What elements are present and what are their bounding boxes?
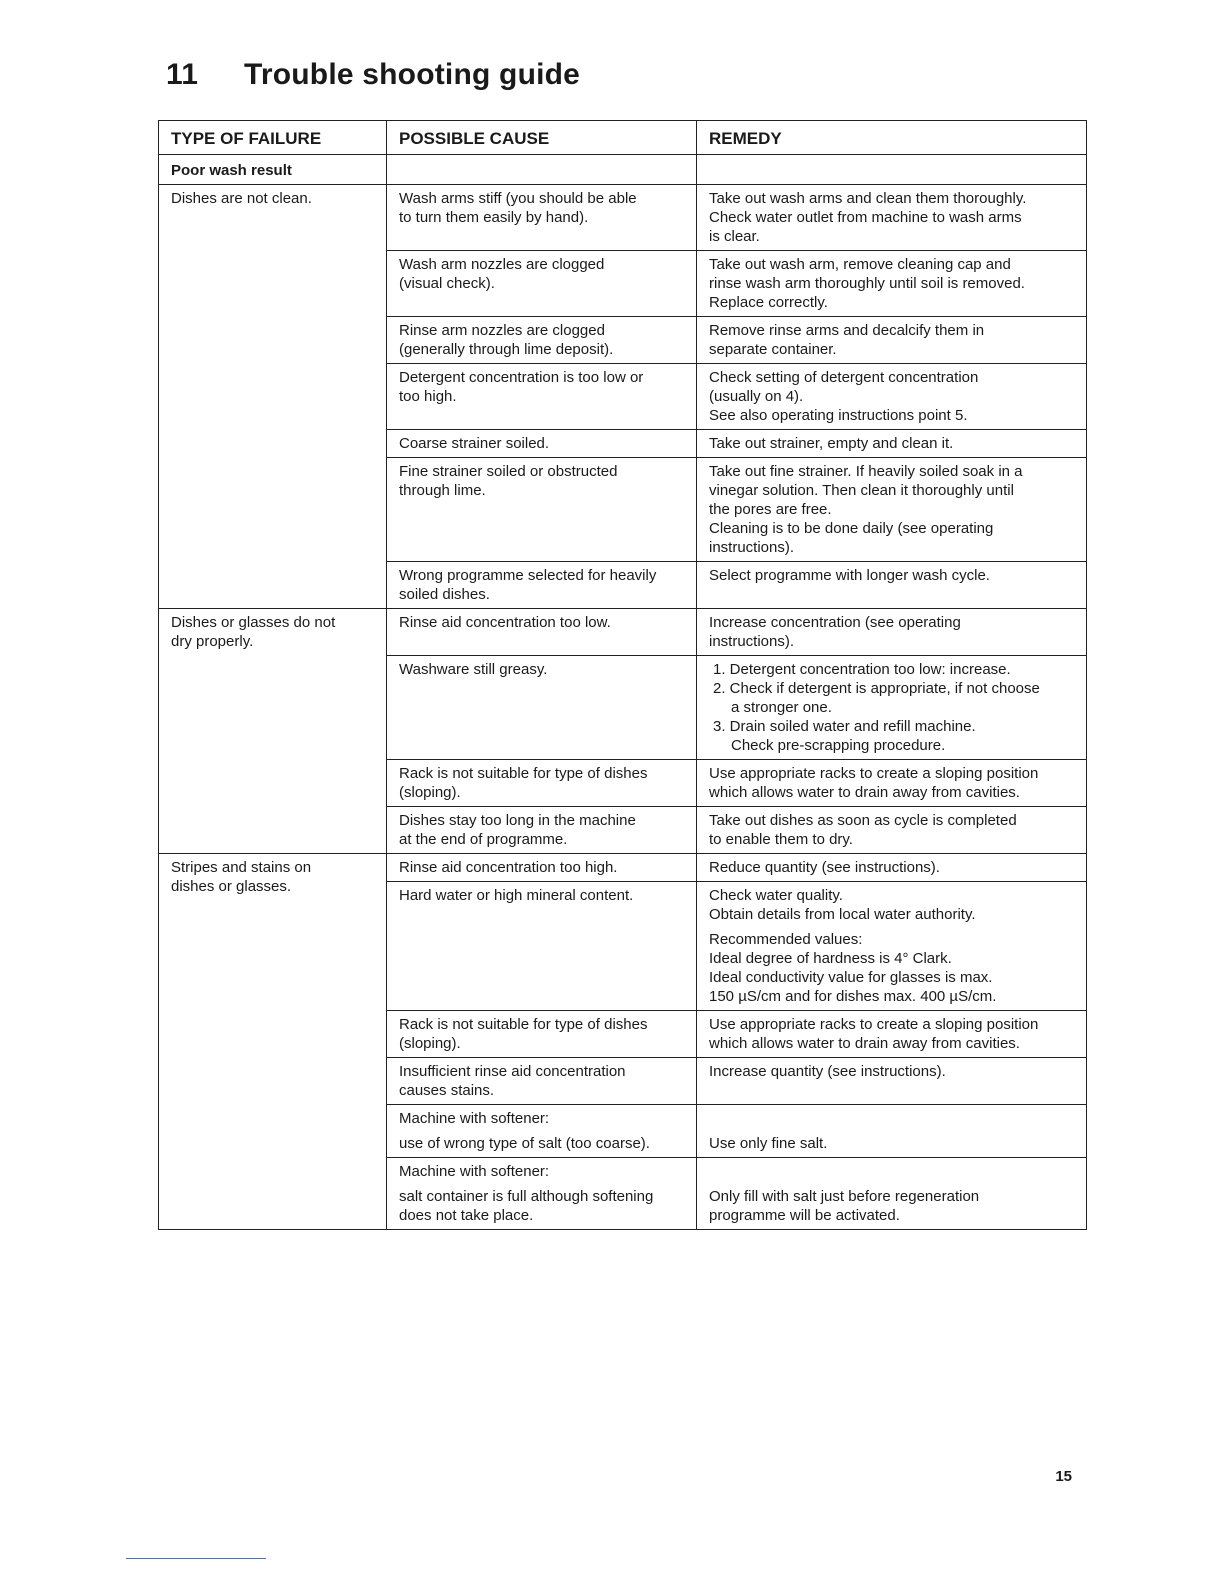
remedy-cell — [697, 609, 1087, 656]
cause-cell — [387, 1158, 697, 1230]
remedy-cell — [697, 1011, 1087, 1058]
cause-cell — [387, 364, 697, 430]
cause-text: Washware still greasy. — [399, 661, 548, 678]
remedy-text: Only fill with salt just before regeneration programme will be activated. — [709, 1188, 980, 1224]
remedy-cell — [697, 1158, 1087, 1230]
failure-cell — [159, 609, 387, 854]
empty-cell — [697, 155, 1087, 185]
table-row — [159, 609, 1087, 656]
cause-text: Wash arm nozzles are clogged (visual check). — [399, 256, 605, 292]
cause-text: use of wrong type of salt (too coarse). — [399, 1135, 650, 1152]
cause-text: Hard water or high mineral content. — [399, 887, 634, 904]
remedy-text: Take out wash arm, remove cleaning cap and rinse wash arm thoroughly until soil is removed. Replace correctly. — [709, 256, 1025, 311]
cause-text: Rinse aid concentration too low. — [399, 614, 611, 631]
remedy-text: Use appropriate racks to create a sloping position which allows water to drain away from cavities. — [709, 765, 1039, 801]
failure-text: Dishes or glasses do not dry properly. — [171, 614, 336, 650]
remedy-cell — [697, 807, 1087, 854]
cause-lead-text: Machine with softener: — [399, 1163, 550, 1180]
cause-cell — [387, 251, 697, 317]
cause-text: Detergent concentration is too low or too high. — [399, 369, 644, 405]
table-row — [159, 185, 1087, 251]
cause-text: Insufficient rinse aid concentration causes stains. — [399, 1063, 626, 1099]
cause-text: Fine strainer soiled or obstructed through lime. — [399, 463, 618, 499]
cause-cell — [387, 854, 697, 882]
remedy-cell — [697, 760, 1087, 807]
remedy-cell — [697, 185, 1087, 251]
section-label: Poor wash result — [159, 155, 387, 185]
cause-text: Dishes stay too long in the machine at the end of programme. — [399, 812, 636, 848]
remedy-text: Take out dishes as soon as cycle is completed to enable them to dry. — [709, 812, 1017, 848]
section-title: Trouble shooting guide — [244, 58, 581, 91]
cause-text: Coarse strainer soiled. — [399, 435, 550, 452]
remedy-text: Take out strainer, empty and clean it. — [709, 435, 954, 452]
header-possible-cause: POSSIBLE CAUSE — [387, 121, 697, 155]
cause-cell — [387, 1105, 697, 1158]
remedy-text: Select programme with longer wash cycle. — [709, 567, 990, 584]
failure-cell — [159, 854, 387, 1230]
section-heading — [166, 58, 580, 92]
cause-cell — [387, 458, 697, 562]
cause-cell — [387, 760, 697, 807]
remedy-cell — [697, 1058, 1087, 1105]
troubleshooting-table — [158, 120, 1087, 1230]
cause-cell — [387, 317, 697, 364]
cause-lead-text: Machine with softener: — [399, 1110, 550, 1127]
cause-cell — [387, 609, 697, 656]
cause-cell — [387, 185, 697, 251]
remedy-cell — [697, 656, 1087, 760]
cause-text: Rinse arm nozzles are clogged (generally through lime deposit). — [399, 322, 614, 358]
cause-text: Wrong programme selected for heavily soiled dishes. — [399, 567, 657, 603]
page-number: 15 — [1055, 1468, 1072, 1485]
remedy-text: Check water quality. Obtain details from local water authority. — [709, 887, 976, 923]
remedy-text: Use appropriate racks to create a sloping position which allows water to drain away from cavities. — [709, 1016, 1039, 1052]
remedy-list-item: 3. Drain soiled water and refill machine. Check pre-scrapping procedure. — [713, 718, 976, 754]
remedy-cell — [697, 458, 1087, 562]
footer-rule — [126, 1558, 266, 1559]
header-remedy: REMEDY — [697, 121, 1087, 155]
remedy-cell — [697, 430, 1087, 458]
cause-cell — [387, 807, 697, 854]
cause-cell — [387, 882, 697, 1011]
remedy-text: Increase quantity (see instructions). — [709, 1063, 946, 1080]
cause-cell — [387, 430, 697, 458]
remedy-list-item: 1. Detergent concentration too low: increase. — [713, 661, 1011, 678]
failure-cell — [159, 185, 387, 609]
section-number: 11 — [166, 58, 199, 91]
cause-text: salt container is full although softening does not take place. — [399, 1188, 654, 1224]
remedy-text: Check setting of detergent concentration (usually on 4). See also operating instructions point 5. — [709, 369, 979, 424]
failure-text: Dishes are not clean. — [171, 190, 312, 207]
remedy-text: Reduce quantity (see instructions). — [709, 859, 940, 876]
remedy-cell — [697, 1105, 1087, 1158]
remedy-cell — [697, 317, 1087, 364]
cause-text: Rack is not suitable for type of dishes (sloping). — [399, 1016, 648, 1052]
remedy-text: Take out fine strainer. If heavily soiled soak in a vinegar solution. Then clean it thoroughly until the pores are free. Cleaning is to be done daily (see operating instructions). — [709, 463, 1023, 556]
section-row — [159, 155, 1087, 185]
cause-cell — [387, 1011, 697, 1058]
remedy-text: Take out wash arms and clean them thoroughly. Check water outlet from machine to wash arms is clear. — [709, 190, 1027, 245]
table-header-row — [159, 121, 1087, 155]
remedy-cell — [697, 562, 1087, 609]
cause-cell — [387, 562, 697, 609]
cause-cell — [387, 656, 697, 760]
cause-text: Wash arms stiff (you should be able to turn them easily by hand). — [399, 190, 637, 226]
remedy-text: Recommended values: Ideal degree of hardness is 4° Clark. Ideal conductivity value for glasses is max. 150 µS/cm and for dishes max. 400 µS/cm. — [709, 931, 997, 1005]
cause-text: Rinse aid concentration too high. — [399, 859, 618, 876]
remedy-text: Remove rinse arms and decalcify them in separate container. — [709, 322, 985, 358]
table-row — [159, 854, 1087, 882]
cause-cell — [387, 1058, 697, 1105]
remedy-list-item: 2. Check if detergent is appropriate, if not choose a stronger one. — [713, 680, 1040, 716]
failure-text: Stripes and stains on dishes or glasses. — [171, 859, 312, 895]
remedy-cell — [697, 251, 1087, 317]
remedy-text: Increase concentration (see operating instructions). — [709, 614, 961, 650]
remedy-cell — [697, 882, 1087, 1011]
remedy-cell — [697, 364, 1087, 430]
cause-text: Rack is not suitable for type of dishes (sloping). — [399, 765, 648, 801]
empty-cell — [387, 155, 697, 185]
remedy-text: Use only fine salt. — [709, 1135, 828, 1152]
header-type-of-failure: TYPE OF FAILURE — [159, 121, 387, 155]
remedy-cell — [697, 854, 1087, 882]
